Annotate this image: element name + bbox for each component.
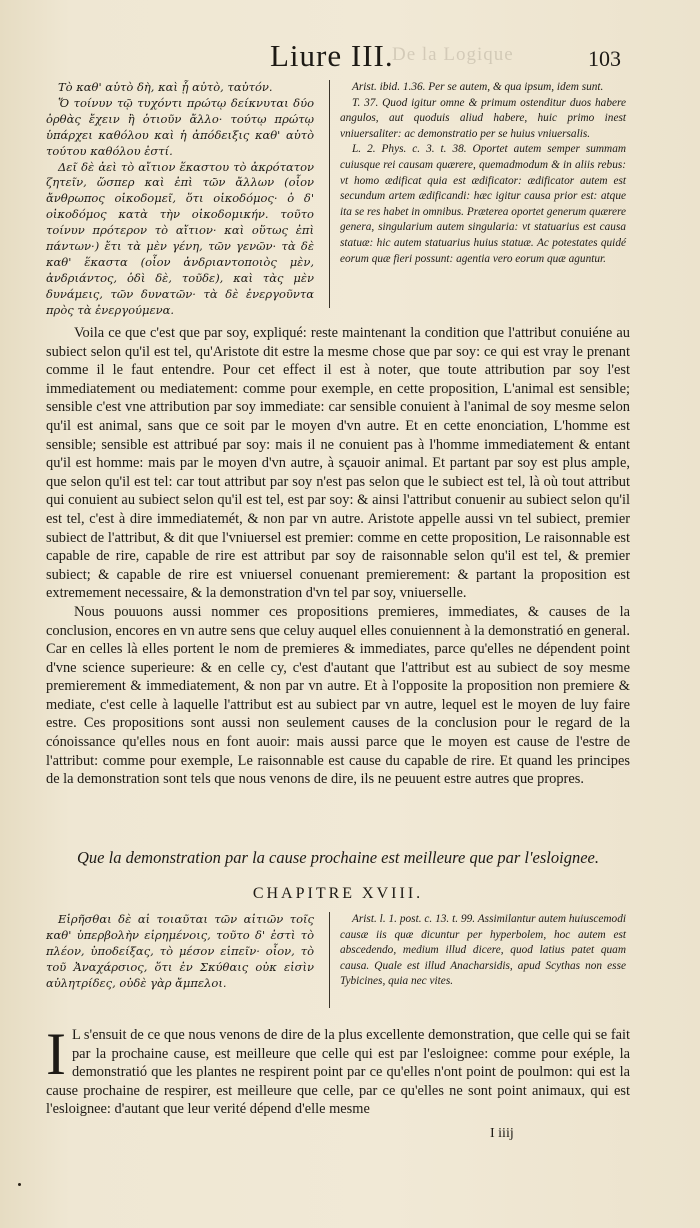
greek-passage: Τὸ καθ' αὑτὸ δὴ, καὶ ᾗ αὐτὸ, ταὐτόν. [58,80,273,94]
page-number: 103 [588,46,621,71]
latin-column [340,912,626,990]
body-paragraph: Voila ce que c'est que par soy, expliqué: reste maintenant la condition que l'attribut conuiéne au subiect selon qu'il est tel, qu'Aristote dit estre la mesme chose que par soy: ce qui est vray le prenant comme il le faut entendre. Pour cet effect il est à noter, que toute attribution par soy l'est immediatement ou mediatement: comme pour exemple, en cette proposition, L'animal est sensible; sensible c'est vne attribution par soy immediate: car sensible conuient à l'animal de soy mesme selon qu'il est animal, sans que ce soit par le moyen d'vn autre. Et en cette enonciation, L'homme est sensible; sensible est attribué par soy: mais il ne conuient pas à l'homme immediatement & entant qu'il est homme: mais par le moyen d'vn autre, à sçauoir animal. Et partant par soy est plus ample, que selon qu'il est tel: car tout attribut par soy n'est pas selon que le subiect est tel, là où tout attribut qui conuient au subiect selon qu'il est tel, est par soy: & ainsi l'attribut conuenir au subiect selon qu'il est tel, c'est à dire immediatemét, & non par vn autre. Aristote appelle aussi vn tel subiect, premier subiect de l'attribut, & dit que l'vniuersel est premier: comme en cette proposition, Le raisonnable est capable de rire, capable de rire est attribut par soy de raisonnable selon qu'il est tel, & premier subiect; & capable de rire est vniuersel conuenant premierement: & partant la proposition est extremement necessaire, & la demonstration d'vn tel par soy, vniuerselle. [46,325,630,602]
page-header [0,38,700,78]
signature-mark: I iiij [490,1126,514,1141]
chapter-heading: CHAPITRE XVIII. [252,885,424,902]
greek-column [46,80,314,319]
chapter-paragraph: L s'ensuit de ce que nous venons de dire de la plus excellente demonstration, que celle qui se fait par la prochaine cause, est meilleure que celle qui est par l'esloignee: comme pour exéple, la demonstratió que les plantes ne respirent point par ce qu'elles n'ont point de poulmon: qui est la cause prochaine de respirer, est meilleure que celle, par ce qu'elles ne sont point animaux, qui est l'esloignee: d'autant que leur verité dépend d'elle mesme [46,1027,630,1118]
latin-passage: Arist. l. 1. post. c. 13. t. 99. Assimilantur autem huiuscemodi causæ iis quæ dicuntur per hyperbolem, hoc autem est abscedendo, medium illud dicere, quod latius patet quam causa. Quale est illud Anacharsidis, apud Scythas non esse Tybicines, quia nec vites. [340,913,626,988]
section-subheading: Que la demonstration par la cause prochaine est meilleure que par l'esloignee. [77,848,599,867]
latin-column [340,80,626,267]
column-divider [329,912,330,1008]
greek-column [46,912,314,992]
latin-passage: Arist. ibid. 1.36. Per se autem, & qua ipsum, idem sunt. [352,81,604,93]
chapter-text [46,1021,630,1119]
running-title: Liure III. [270,38,394,73]
bleed-through-text: De la Logique [392,44,514,65]
greek-passage: Ὅ τοίνυν τῷ τυχόντι πρώτῳ δείκνυται δύο ὀρθὰς ἔχειν ἢ ὁτιοῦν ἄλλο· τούτῳ πρώτῳ ὑπάρχει καθόλου καὶ ἡ ἀπόδειξις καθ' αὑτὸ τούτου καθόλου ἐστί. [46,95,314,158]
ink-speck [18,1183,21,1186]
chapter-quotation-block [46,912,630,1012]
latin-passage: L. 2. Phys. c. 3. t. 38. Oportet autem semper summam cuiusque rei causam quærere, quemadmodum & in aliis rebus: vt homo ædificat quia est ædificator: ædificator autem est secundum artem ædificandi: hæc igitur causa prior est: atque ita se res habet in omnibus. Præterea oportet generum quærere genera, singularium autem singularia: vt statuarius est causa statuæ: hic autem statuarius huius statuæ. Ac potestates quidé eorum quæ fieri possunt: agentia vero eorum quæ aguntur. [340,143,626,265]
greek-passage: Εἰρῆσθαι δὲ αἱ τοιαῦται τῶν αἰτιῶν τοῖς καθ' ὑπερβολὴν εἰρημένοις, τοῦτο δ' ἐστὶ τὸ πλέον, ὑποδείξας, τὸ μέσον εἰπεῖν· οἷον, τὸ τοῦ Ἀναχάρσιος, ὅτι ἐν Σκύθαις οὐκ εἰσὶν αὐλητρίδες, οὐδὲ γὰρ ἄμπελοι. [46,912,314,990]
drop-capital: I [46,1021,66,1087]
latin-passage: T. 37. Quod igitur omne & primum ostenditur duos habere angulos, aut quoduis aliud habere, huic primo inest vniuersaliter: ac demonstratio per se huius vniuersalis. [340,96,626,140]
body-paragraph: Nous pouuons aussi nommer ces propositions premieres, immediates, & causes de la conclusion, encores en vn autre sens que celuy auquel elles conuiennent à la demonstratió en general. Car en celles là elles portent le nom de premieres & immediates, parce qu'elles ne dépendent point d'vne science superieure: & en celle cy, c'est d'autant que l'attribut est au subiect de soy mesme premierement & immediatement, & non par vn autre. Et à l'opposite la proposition non premiere & mediate, c'est celle à laquelle l'attribut est au subiect par vn autre, lequel est le moyen de luy faire estre. Ces propositions sont aussi non seulement causes de la conclusion pour le regard de la cónoissance qu'elles nous en font auoir: mais aussi parce que le moyen est cause de l'estre de l'attribut: comme pour exemple, Le raisonnable est cause du capable de rire. Et quand les principes de la demonstration sont tels que nous venons de dire, ils ne peuuent estre autres que propres. [46,603,630,788]
greek-passage: Δεῖ δὲ ἀεὶ τὸ αἴτιον ἕκαστου τὸ ἀκρότατον ζητεῖν, ὥσπερ καὶ ἐπὶ τῶν ἄλλων (οἷον ἄνθρωπος οἰκοδομεῖ, ὅτι οἰκοδόμος· ὁ δ' οἰκοδόμος κατὰ τὴν οἰκοδομικήν. τοῦτο τοίνυν πρότερον τὸ αἴτιον· καὶ οὕτως ἐπὶ πάντων·) ἔτι τὰ μὲν γένη, τῶν γενῶν· τὰ δὲ καθ' ἕκαστα (οἷον ἀνδριαντοποιὸς μὲν, ἀνδριάντος, ὁδὶ δὲ, τοῦδε), καὶ τὰς μὲν δυνάμεις, τῶν δυνατῶν· τὰ δὲ ἐνεργοῦντα πρὸς τὰ ἐνεργούμενα. [46,159,314,317]
column-divider [329,80,330,308]
top-quotation-block [46,80,630,317]
main-text [46,324,630,789]
